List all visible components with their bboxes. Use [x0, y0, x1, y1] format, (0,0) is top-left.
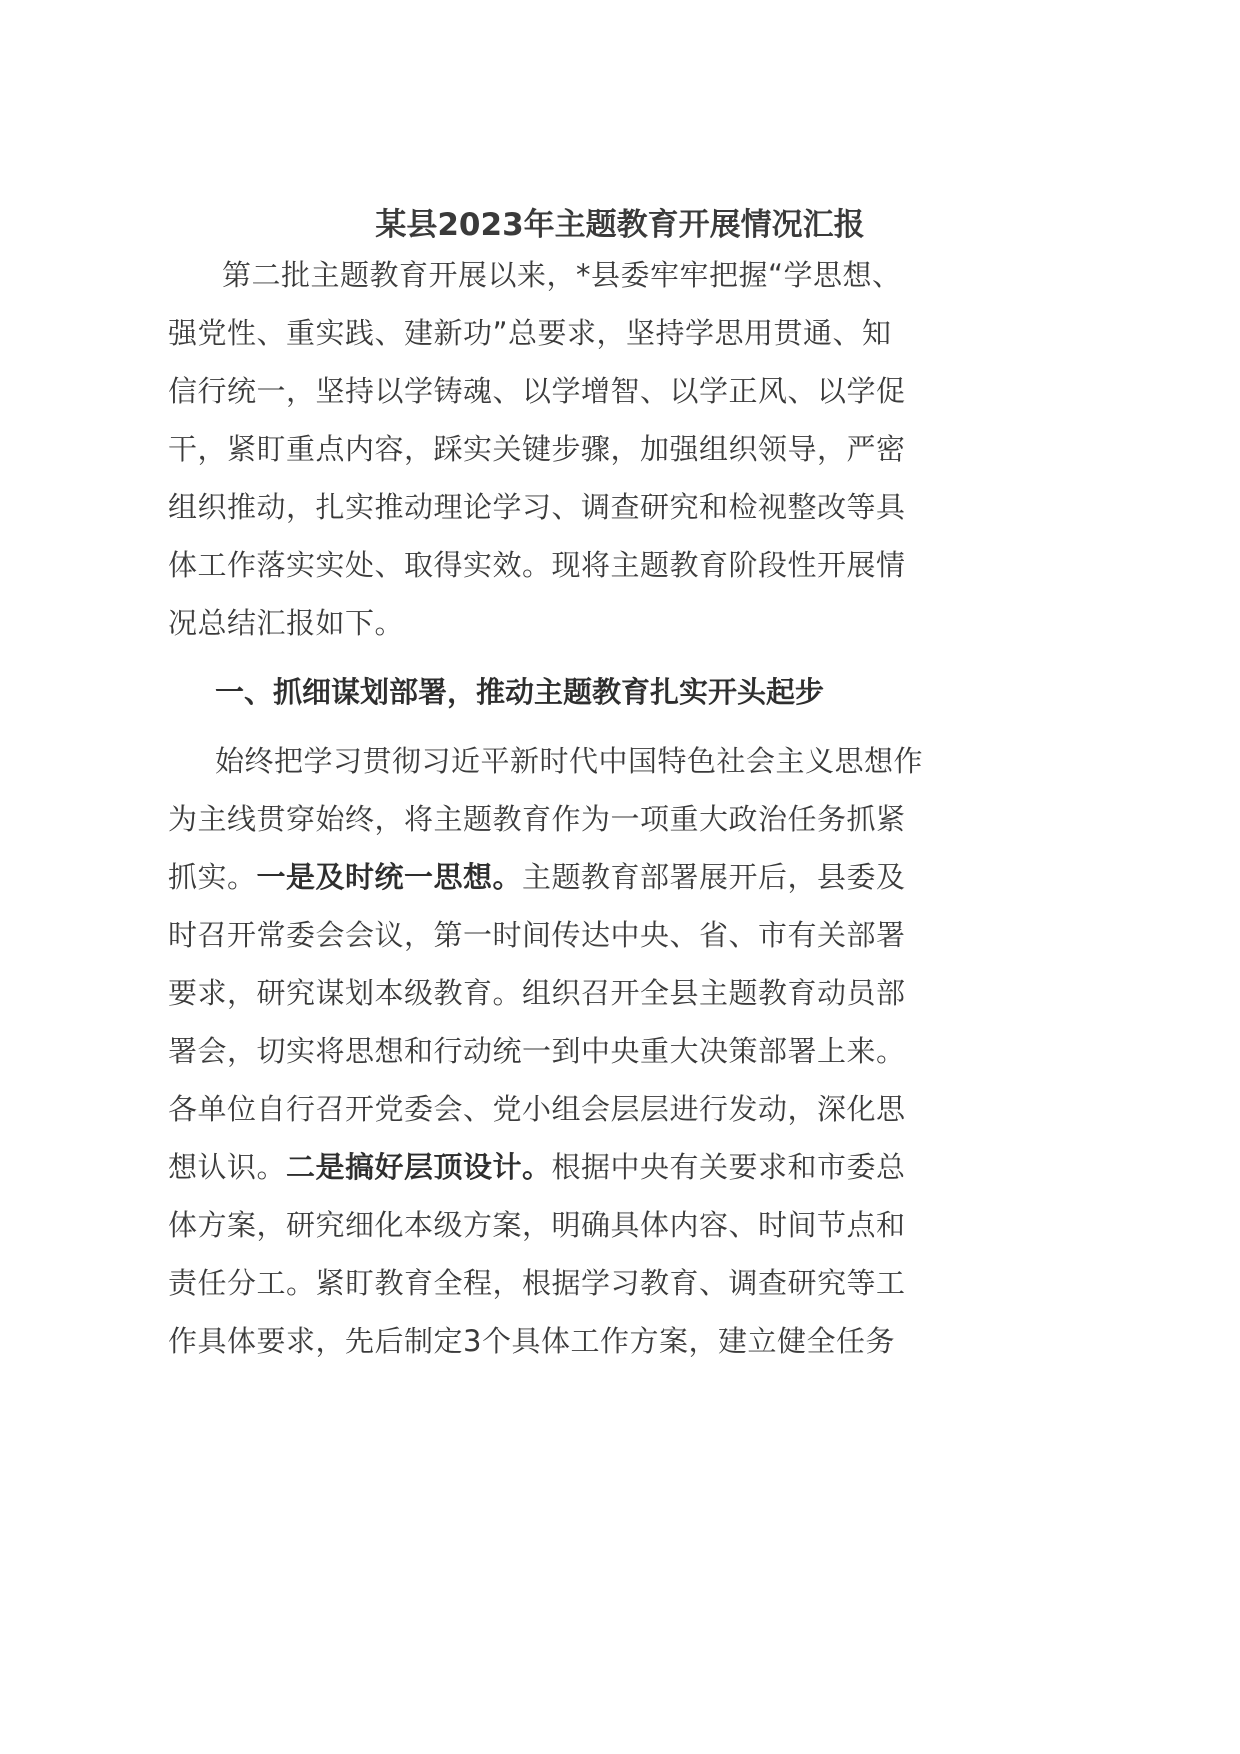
body-line: 要求，研究谋划本级教育。组织召开全县主题教育动员部	[168, 976, 906, 1010]
bold-point: 二是搞好层顶设计。	[286, 1150, 552, 1184]
intro-line: 组织推动，扎实推动理论学习、调查研究和检视整改等具	[168, 490, 906, 524]
intro-line: 体工作落实实处、取得实效。现将主题教育阶段性开展情	[168, 548, 906, 582]
body-text: 抓实。	[168, 860, 257, 894]
intro-line: 信行统一，坚持以学铸魂、以学增智、以学正风、以学促	[168, 374, 906, 408]
body-line: 责任分工。紧盯教育全程，根据学习教育、调查研究等工	[168, 1266, 906, 1300]
body-line	[168, 857, 948, 897]
body-line: 体方案，研究细化本级方案，明确具体内容、时间节点和	[168, 1208, 906, 1242]
body-line: 署会，切实将思想和行动统一到中央重大决策部署上来。	[168, 1034, 906, 1068]
body-line: 作具体要求，先后制定3个具体工作方案，建立健全任务	[168, 1324, 895, 1358]
section-heading: 一、抓细谋划部署，推动主题教育扎实开头起步	[215, 675, 825, 709]
body-text: 根据中央有关要求和市委总	[551, 1150, 906, 1184]
intro-line: 强党性、重实践、建新功”总要求，坚持学思用贯通、知	[168, 316, 892, 350]
intro-line: 第二批主题教育开展以来，*县委牢牢把握“学思想、	[222, 258, 902, 292]
bold-point: 一是及时统一思想。	[256, 860, 523, 894]
body-line: 各单位自行召开党委会、党小组会层层进行发动，深化思	[168, 1092, 906, 1126]
body-text: 主题教育部署展开后，县委及	[522, 860, 906, 894]
document-title: 某县2023年主题教育开展情况汇报	[375, 207, 865, 243]
body-line	[168, 1147, 948, 1187]
body-text: 想认识。	[168, 1150, 287, 1184]
body-line: 时召开常委会会议，第一时间传达中央、省、市有关部署	[168, 918, 906, 952]
intro-line: 况总结汇报如下。	[168, 606, 405, 640]
body-line: 始终把学习贯彻习近平新时代中国特色社会主义思想作	[215, 744, 924, 778]
body-line: 为主线贯穿始终，将主题教育作为一项重大政治任务抓紧	[168, 802, 906, 836]
intro-line: 干，紧盯重点内容，踩实关键步骤，加强组织领导，严密	[168, 432, 906, 466]
